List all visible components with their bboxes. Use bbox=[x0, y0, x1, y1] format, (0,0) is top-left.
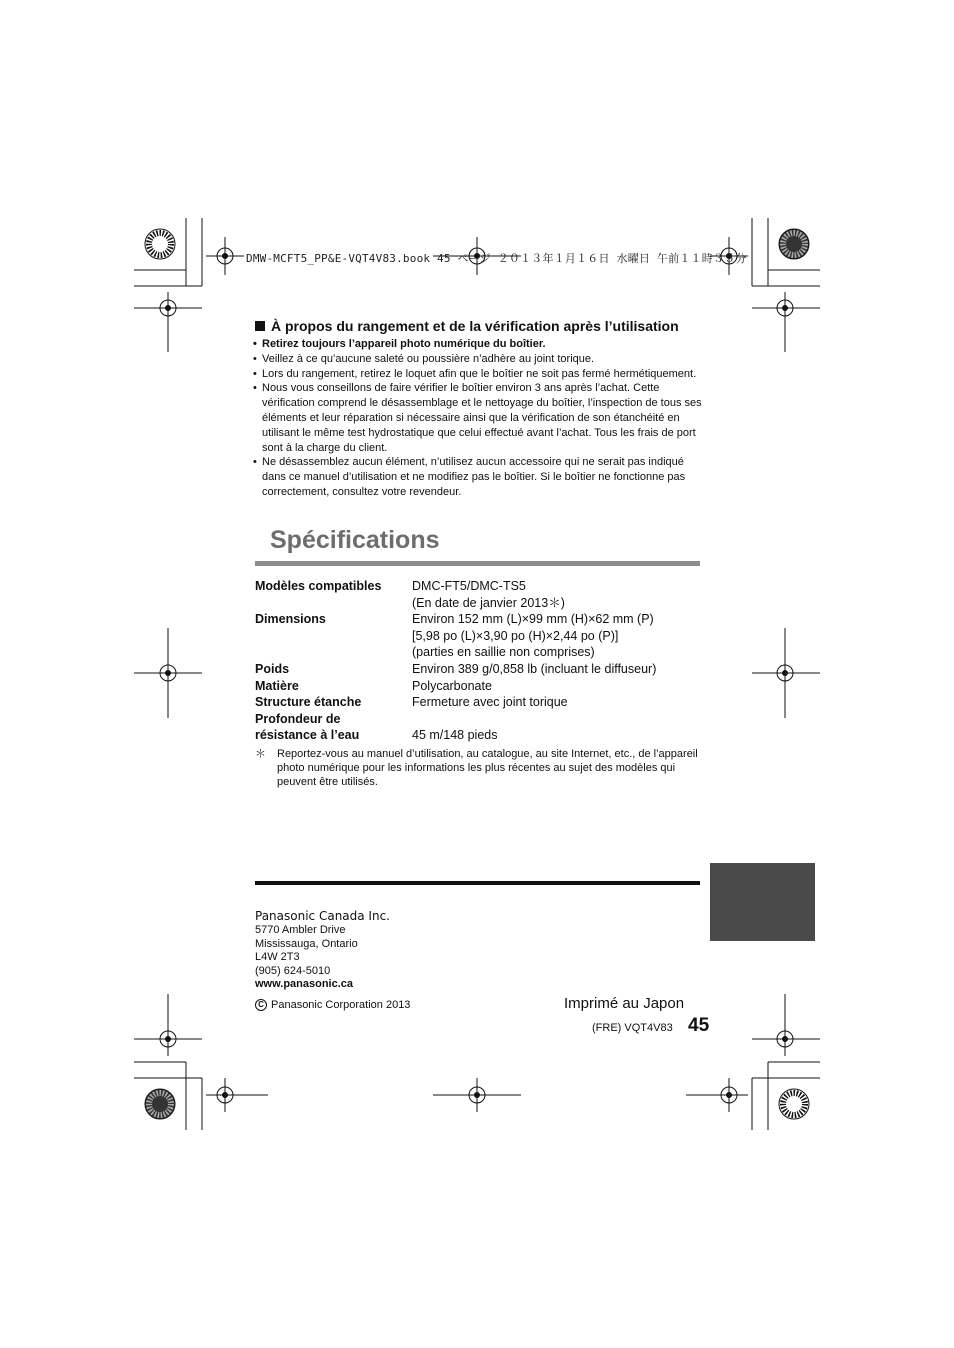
website-link[interactable]: www.panasonic.ca bbox=[255, 978, 354, 991]
table-row: Dimensions Environ 152 mm (L)×99 mm (H)×62 mm (P) bbox=[255, 612, 654, 627]
specifications-title: Spécifications bbox=[270, 526, 440, 554]
square-bullet-icon bbox=[255, 321, 265, 331]
copyright-text: Panasonic Corporation 2013 bbox=[271, 999, 411, 1011]
print-header: DMW-MCFT5_PP&E-VQT4V83.book 45 ページ ２０１３年１月１６日 水曜日 午前１１時３５分 bbox=[246, 252, 747, 265]
side-tab bbox=[710, 863, 815, 941]
list-item: • Lors du rangement, retirez le loquet afin que le boîtier ne soit pas fermé hermétiquement. bbox=[253, 367, 697, 380]
bullet-icon: • bbox=[253, 338, 257, 350]
storage-bullet-list bbox=[253, 337, 703, 500]
table-row: résistance à l’eau 45 m/148 pieds bbox=[255, 728, 498, 743]
list-item: • Retirez toujours l’appareil photo numérique du boîtier. bbox=[253, 338, 546, 350]
address-line: (905) 624-5010 bbox=[255, 964, 331, 977]
list-item: • Ne désassemblez aucun élément, n’utilisez aucun accessoire qui ne serait pas indiqué dans ce manuel d’utilisation et ne modifiez pas le boîtier. Si le boîtier ne fonctionne pas correctement, consultez votre revendeur. bbox=[253, 456, 686, 498]
address-line: L4W 2T3 bbox=[255, 951, 300, 964]
company-address bbox=[255, 924, 358, 992]
address-line: 5770 Ambler Drive bbox=[255, 924, 346, 936]
bullet-icon: • bbox=[253, 382, 257, 395]
list-item: • Nous vous conseillons de faire vérifier le boîtier environ 3 ans après l’achat. Cette vérification comprend le désassemblage et le nettoyage du boîtier, l’inspection de tous ses éléments et leur réparation si nécessaire ainsi que la vérification de son étanchéité en utilisant le même test hydrostatique que celui effectué avant l’achat. Tous les frais de port sont à la charge du client. bbox=[253, 382, 702, 454]
model-code: (FRE) VQT4V83 bbox=[592, 1022, 673, 1034]
table-row: Modèles compatibles DMC-FT5/DMC-TS5 bbox=[255, 579, 526, 593]
bullet-icon: • bbox=[253, 367, 257, 380]
page-number: 45 bbox=[688, 1015, 710, 1036]
table-row: (parties en saillie non comprises) bbox=[412, 645, 595, 660]
storage-section-heading bbox=[255, 318, 679, 334]
footnote-mark: ＊ bbox=[255, 748, 266, 760]
table-row: (En date de janvier 2013＊) bbox=[412, 595, 565, 610]
specifications-table bbox=[255, 578, 705, 744]
table-row: Profondeur de bbox=[255, 711, 341, 726]
table-row: [5,98 po (L)×3,90 po (H)×2,44 po (P)] bbox=[412, 628, 619, 643]
title-rule bbox=[255, 561, 700, 566]
copyright-icon: C bbox=[255, 999, 267, 1011]
table-row: Poids Environ 389 g/0,858 lb (incluant le diffuseur) bbox=[255, 661, 657, 676]
copyright-line bbox=[255, 999, 410, 1011]
printed-in-label: Imprimé au Japon bbox=[564, 995, 685, 1012]
bullet-icon: • bbox=[253, 456, 257, 469]
bullet-icon: • bbox=[253, 352, 257, 365]
table-row: Matière Polycarbonate bbox=[255, 678, 492, 693]
storage-heading-text: À propos du rangement et de la vérification après l’utilisation bbox=[271, 318, 679, 334]
specifications-footnote bbox=[255, 748, 700, 789]
footnote-text: Reportez-vous au manuel d’utilisation, au catalogue, au site Internet, etc., de l’appareil photo numérique pour les informations les plus récentes au sujet des modèles qui peuvent être utilisés. bbox=[277, 748, 698, 788]
table-row: Structure étanche Fermeture avec joint torique bbox=[255, 695, 568, 710]
address-line: Mississauga, Ontario bbox=[255, 937, 358, 950]
list-item: • Veillez à ce qu’aucune saleté ou poussière n’adhère au joint torique. bbox=[253, 352, 595, 365]
bottom-rule bbox=[255, 881, 700, 885]
company-name: Panasonic Canada Inc. bbox=[255, 909, 390, 923]
